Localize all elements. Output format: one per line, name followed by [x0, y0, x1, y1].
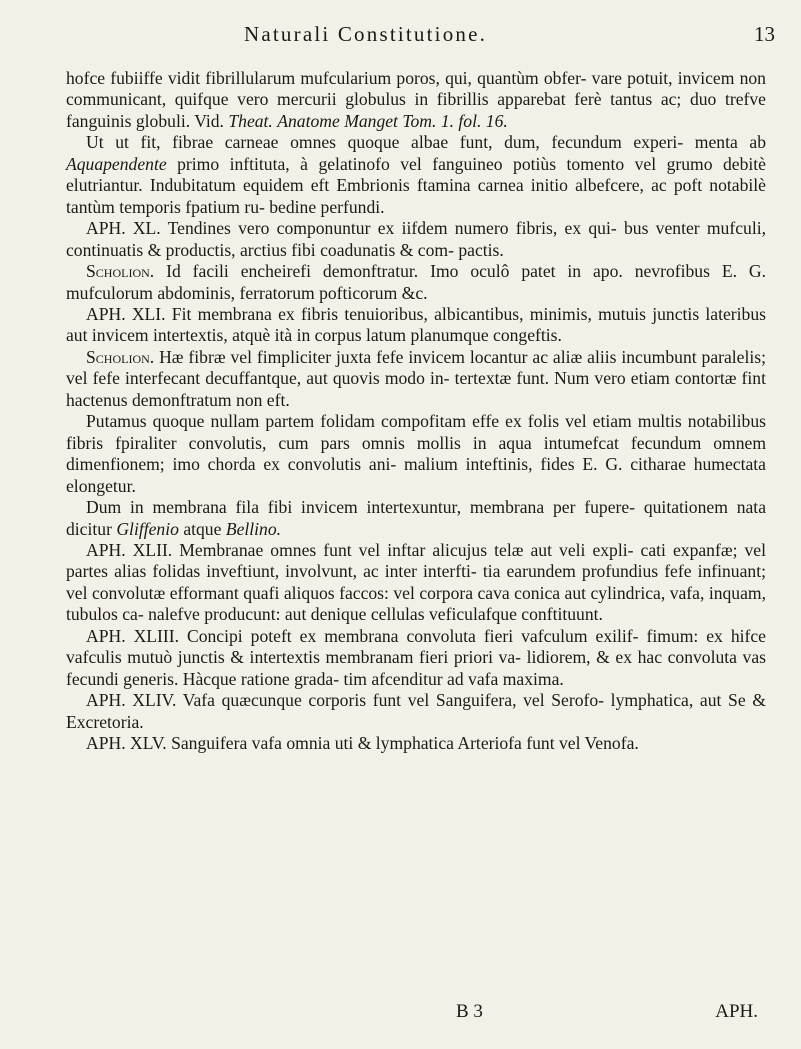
page-number: 13 [754, 22, 775, 46]
citation-manget: Anatome Manget Tom. [277, 110, 437, 131]
paragraph-continued [66, 68, 766, 132]
scholion-label: Scholion. [86, 346, 155, 367]
author-name: Gliffenio [116, 518, 179, 539]
body-text: primo inftituta, à gelatinofo vel fanguineo potiùs tomento vel grumo debitè elutriantur. Indubitatum equidem eft Embrionis ftamina carnea initio albefcere, ac poft notabilè tantùm temporis fpatium ru- bedine perfundi. [66, 153, 766, 217]
paragraph [66, 497, 766, 540]
author-name: Aquapendente [66, 153, 167, 174]
body-text: Id facili encheirefi demonftratur. Imo oculô patet in apo. nevrofibus E. G. mufculorum abdominis, ferratorum pofticorum &c. [66, 261, 766, 303]
scholion-2 [66, 347, 766, 411]
citation-folio: 1. fol. 16. [440, 110, 508, 131]
body-line: hofce fubiiffe vidit fibrillularum mufcularium poros, qui, quantùm obfer- [66, 68, 587, 88]
citation-theatrum: Theat. [228, 110, 273, 131]
body-line: vare potuit, invicem non communicant, quifque vero mercurii globulus [66, 68, 766, 110]
body-line: in fibrillis apparebat ferè tantus ac; duo trefve fanguinis globuli. Vid. [66, 89, 766, 131]
author-name: Bellino. [225, 518, 282, 539]
paragraph: Putamus quoque nullam partem folidam compofitam effe ex folis vel etiam multis notabilibus fibris fpiraliter convolutis, cum pars omnis mollis in aqua intumefcat fecundum omnem dimenfionem; imo chorda ex convolutis ani- malium inteftinis, fides E. G. citharae humectata elongetur. [66, 411, 766, 496]
body-text: atque [183, 518, 222, 539]
body-text: Dum in membrana fila fibi invicem intertexuntur, membrana per fupere- quitationem nata dicitur [66, 497, 766, 539]
running-title: Naturali Constitutione. [244, 22, 488, 46]
aphorism-xl: APH. XL. Tendines vero componuntur ex iifdem numero fibris, ex qui- bus venter mufculi, continuatis & productis, arctius fibi coadunatis & com- pactis. [66, 218, 766, 260]
body-text: Hæ fibræ vel fimpliciter juxta fefe invicem locantur ac aliæ aliis incumbunt paralelis; vel fefe interfecant decuffantque, aut quovis modo in- tertextæ funt. Num vero etiam contortæ fint hactenus demonftratum non eft. [66, 346, 767, 410]
page-footer [66, 1001, 766, 1031]
aphorism-xlii: APH. XLII. Membranae omnes funt vel inftar alicujus telæ aut veli expli- cati expanfæ; vel partes alias folidas inveftiunt, involvunt, ac inter interfti- tia earundem profundius fefe infinuant; vel convolutæ efformant quafi aliquos faccos: vel corpora cava conica aut cylindrica, vafa, inquam, tubulos ca- nalefve producunt: aut denique cellulas veficulafque conftituunt. [66, 539, 766, 625]
paragraph [66, 132, 766, 218]
catchword: APH. [715, 1001, 758, 1022]
signature-mark: B 3 [456, 1001, 483, 1022]
aphorism-xli: APH. XLI. Fit membrana ex fibris tenuioribus, albicantibus, minimis, mutuis junctis lateribus aut invicem intertextis, atquè ità in corpus latum planumque congeftis. [66, 303, 766, 346]
aphorism-xliv: APH. XLIV. Vafa quæcunque corporis funt vel Sanguifera, vel Serofo- lymphatica, aut Se & Excretoria. [66, 690, 766, 732]
aphorism-xliii: APH. XLIII. Concipi poteft ex membrana convoluta fieri vafculum exilif- fimum: ex hifce vafculis mutuò junctis & intertextis membranam fieri priori va- lidiorem, & ex hac convoluta vas fecundi generis. Hàcque ratione grada- tim afcenditur ad vafa maxima. [66, 625, 766, 689]
scholion-label: Scholion. [86, 261, 155, 282]
page-body [66, 68, 766, 755]
body-text: Ut ut fit, fibrae carneae omnes quoque albae funt, dum, fecundum experi- menta ab [86, 132, 766, 153]
aphorism-xlv: APH. XLV. Sanguifera vafa omnia uti & lymphatica Arteriofa funt vel Venofa. [86, 733, 639, 754]
scholion-1 [66, 261, 766, 304]
